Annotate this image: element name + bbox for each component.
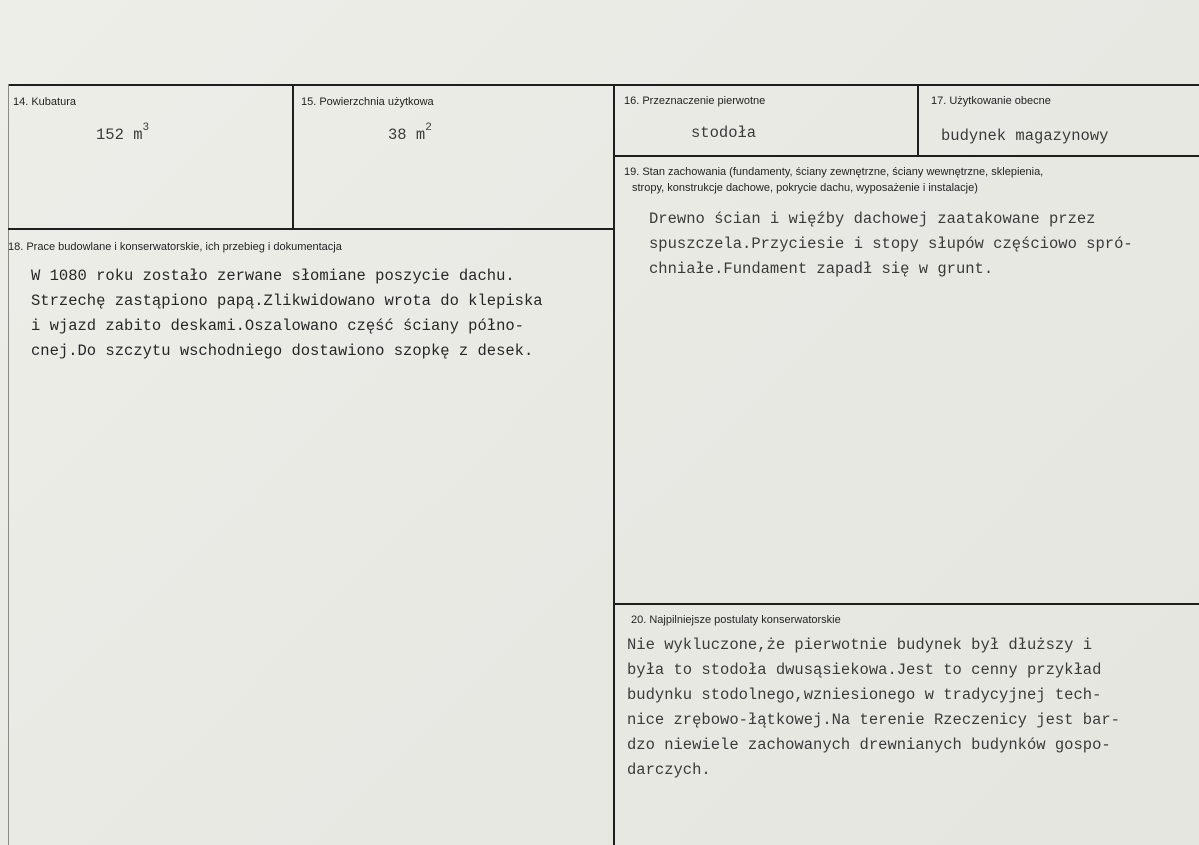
rule-above-20 (614, 603, 1199, 605)
rule-under-16-17 (614, 155, 1199, 157)
stan-label-line: stropy, konstrukcje dachowe, pokrycie dachu, wyposażenie i instalacje) (632, 182, 978, 194)
prace-line: W 1080 roku zostało zerwane słomiane poszycie dachu. (31, 267, 515, 285)
prace-label: 18. Prace budowlane i konserwatorskie, ich przebieg i dokumentacja (8, 241, 342, 253)
stan-label-line: 19. Stan zachowania (fundamenty, ściany zewnętrzne, ściany wewnętrzne, sklepienia, (624, 166, 1044, 178)
postulaty-label: 20. Najpilniejsze postulaty konserwatorskie (631, 614, 841, 626)
przeznaczenie-label: 16. Przeznaczenie pierwotne (624, 95, 766, 107)
stan-label (624, 164, 1043, 196)
postulaty-line: darczych. (627, 761, 711, 779)
left-border (8, 84, 9, 845)
rule-under-14-15 (8, 228, 614, 230)
powierzchnia-value (388, 122, 432, 145)
postulaty-line: była to stodoła dwusąsiekowa.Jest to cenny przykład (627, 661, 1102, 679)
prace-text (31, 264, 543, 364)
divider-16-17 (917, 85, 919, 156)
top-rule (8, 84, 1199, 86)
postulaty-line: dzo niewiele zachowanych drewnianych budynków gospo- (627, 736, 1111, 754)
uzytkowanie-label: 17. Użytkowanie obecne (931, 95, 1051, 107)
postulaty-line: Nie wykluczone,że pierwotnie budynek był dłuższy i (627, 636, 1093, 654)
stan-line: chniałe.Fundament zapadł się w grunt. (649, 260, 994, 278)
powierzchnia-exponent: 2 (425, 122, 432, 134)
powierzchnia-label: 15. Powierzchnia użytkowa (301, 96, 434, 108)
stan-line: spuszczela.Przyciesie i stopy słupów częściowo spró- (649, 235, 1133, 253)
powierzchnia-number: 38 m (388, 126, 426, 145)
prace-line: cnej.Do szczytu wschodniego dostawiono szopkę z desek. (31, 342, 534, 360)
prace-line: i wjazd zabito deskami.Oszalowano część ściany półno- (31, 317, 524, 335)
kubatura-exponent: 3 (142, 122, 150, 134)
postulaty-line: budynku stodolnego,wzniesionego w tradycyjnej tech- (627, 686, 1102, 704)
center-divider (613, 85, 615, 845)
kubatura-number: 152 m (96, 126, 143, 145)
prace-line: Strzechę zastąpiono papą.Zlikwidowano wrota do klepiska (31, 292, 543, 310)
kubatura-value (96, 122, 150, 145)
stan-line: Drewno ścian i więźby dachowej zaatakowane przez (649, 210, 1096, 228)
uzytkowanie-value: budynek magazynowy (941, 127, 1109, 145)
postulaty-line: nice zrębowo-łątkowej.Na terenie Rzeczenicy jest bar- (627, 711, 1120, 729)
przeznaczenie-value: stodoła (691, 124, 757, 142)
kubatura-label: 14. Kubatura (13, 96, 76, 108)
postulaty-text (627, 633, 1120, 783)
stan-text (649, 207, 1133, 282)
divider-14-15 (292, 85, 294, 229)
